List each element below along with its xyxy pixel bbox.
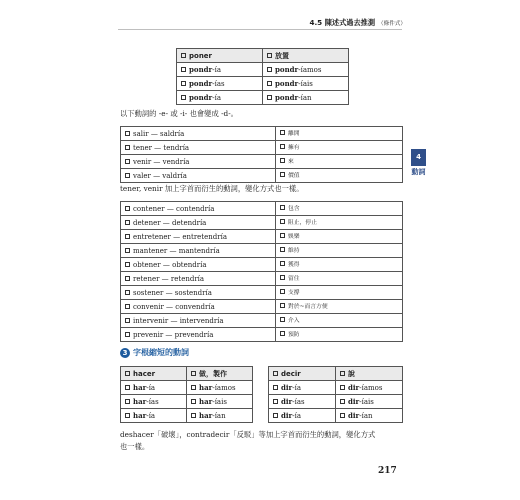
checkbox-icon [191, 399, 196, 404]
header-subtitle: （條件式） [378, 21, 406, 27]
verb-cell: mantener — mantendría [121, 244, 276, 258]
checkbox-icon [280, 158, 285, 163]
checkbox-icon [125, 234, 130, 239]
table-row [121, 202, 403, 216]
table-row [177, 63, 349, 77]
table-cell: har-ías [121, 395, 187, 409]
checkbox-icon [280, 261, 285, 266]
checkbox-icon [267, 67, 272, 72]
checkbox-icon [340, 371, 345, 376]
meaning-cell: 預防 [276, 328, 403, 342]
verb-cell: detener — detendría [121, 216, 276, 230]
checkbox-icon [125, 262, 130, 267]
table-row [121, 155, 403, 169]
checkbox-icon [280, 172, 285, 177]
table-row [121, 409, 253, 423]
table-row [121, 169, 403, 183]
paragraph-d-change: 以下動詞的 -e- 或 -i- 也會變成 -d-。 [120, 109, 238, 118]
table-cell: dir-ía [269, 409, 336, 423]
table-head-cell: poner [177, 49, 263, 63]
table-row [121, 258, 403, 272]
table-cell: pondr-ía [177, 91, 263, 105]
checkbox-icon [181, 53, 186, 58]
header-title: 4.5 陳述式過去推測 [309, 18, 376, 27]
table-cell: pondr-íais [263, 77, 349, 91]
checkbox-icon [280, 130, 285, 135]
table-row [121, 300, 403, 314]
verb-cell: valer — valdría [121, 169, 276, 183]
meaning-cell: 來 [276, 155, 403, 169]
meaning-cell: 介入 [276, 314, 403, 328]
table-cell: har-ían [187, 409, 253, 423]
verb-cell: obtener — obtendría [121, 258, 276, 272]
checkbox-icon [191, 385, 196, 390]
meaning-cell: 價值 [276, 169, 403, 183]
table-cell: har-ía [121, 409, 187, 423]
chapter-tab-label: 動詞 [411, 168, 426, 176]
table-row [121, 286, 403, 300]
verb-cell: intervenir — intervendría [121, 314, 276, 328]
table-cell: dir-íais [336, 395, 403, 409]
table-cell: pondr-íamos [263, 63, 349, 77]
checkbox-icon [340, 413, 345, 418]
table-head-row [269, 367, 403, 381]
decir-conjugation-table [268, 366, 403, 423]
checkbox-icon [125, 131, 130, 136]
meaning-cell: 離開 [276, 127, 403, 141]
checkbox-icon [181, 67, 186, 72]
checkbox-icon [181, 95, 186, 100]
paragraph-derived-verbs: tener, venir 加上字首而衍生的動詞，變化方式也一樣。 [120, 184, 304, 193]
table-head-row [121, 367, 253, 381]
verb-cell: tener — tendría [121, 141, 276, 155]
checkbox-icon [340, 385, 345, 390]
checkbox-icon [125, 248, 130, 253]
meaning-cell: 包含 [276, 202, 403, 216]
checkbox-icon [273, 385, 278, 390]
table-row [177, 91, 349, 105]
checkbox-icon [125, 371, 130, 376]
page-header [309, 18, 406, 28]
verb-cell: entretener — entretendría [121, 230, 276, 244]
table-row [269, 381, 403, 395]
table-row [121, 244, 403, 258]
checkbox-icon [280, 317, 285, 322]
verb-cell: salir — saldría [121, 127, 276, 141]
hacer-conjugation-table [120, 366, 253, 423]
table-head-cell: 說 [336, 367, 403, 381]
d-verbs-table [120, 126, 403, 183]
checkbox-icon [125, 318, 130, 323]
verb-cell: sostener — sostendría [121, 286, 276, 300]
meaning-cell: 對於~而言方便 [276, 300, 403, 314]
table-row [121, 127, 403, 141]
checkbox-icon [280, 205, 285, 210]
table-row [177, 77, 349, 91]
checkbox-icon [125, 206, 130, 211]
checkbox-icon [280, 144, 285, 149]
verb-cell: retener — retendría [121, 272, 276, 286]
section-number-icon: 3 [120, 348, 130, 358]
table-cell: har-íamos [187, 381, 253, 395]
table-cell: dir-ía [269, 381, 336, 395]
table-head-row [177, 49, 349, 63]
table-cell: pondr-ías [177, 77, 263, 91]
checkbox-icon [273, 413, 278, 418]
table-cell: har-íais [187, 395, 253, 409]
checkbox-icon [280, 289, 285, 294]
verb-cell: contener — contendría [121, 202, 276, 216]
table-row [121, 314, 403, 328]
checkbox-icon [191, 413, 196, 418]
checkbox-icon [125, 304, 130, 309]
section-title [120, 348, 189, 358]
checkbox-icon [125, 290, 130, 295]
table-cell: dir-íamos [336, 381, 403, 395]
table-cell: dir-ías [269, 395, 336, 409]
checkbox-icon [125, 332, 130, 337]
checkbox-icon [280, 233, 285, 238]
checkbox-icon [125, 399, 130, 404]
meaning-cell: 娛樂 [276, 230, 403, 244]
table-head-cell: 做，製作 [187, 367, 253, 381]
checkbox-icon [340, 399, 345, 404]
poner-conjugation-table [176, 48, 349, 105]
checkbox-icon [280, 303, 285, 308]
table-row [121, 230, 403, 244]
checkbox-icon [125, 385, 130, 390]
verb-cell: prevenir — prevendría [121, 328, 276, 342]
verb-cell: venir — vendría [121, 155, 276, 169]
table-cell: pondr-ía [177, 63, 263, 77]
checkbox-icon [273, 399, 278, 404]
meaning-cell: 獲得 [276, 258, 403, 272]
checkbox-icon [125, 220, 130, 225]
checkbox-icon [273, 371, 278, 376]
checkbox-icon [125, 276, 130, 281]
checkbox-icon [280, 331, 285, 336]
table-row [269, 395, 403, 409]
paragraph-deshacer-line1: deshacer「破壞」，contradecir「反駁」等加上字首而衍生的動詞，變化方式 [120, 430, 376, 439]
table-cell: dir-ían [336, 409, 403, 423]
table-row [121, 381, 253, 395]
checkbox-icon [280, 247, 285, 252]
table-cell: har-ía [121, 381, 187, 395]
table-cell: pondr-ían [263, 91, 349, 105]
checkbox-icon [267, 95, 272, 100]
table-head-cell: hacer [121, 367, 187, 381]
meaning-cell: 留住 [276, 272, 403, 286]
table-row [121, 141, 403, 155]
meaning-cell: 擁有 [276, 141, 403, 155]
checkbox-icon [125, 413, 130, 418]
checkbox-icon [181, 81, 186, 86]
checkbox-icon [125, 145, 130, 150]
meaning-cell: 阻止，停止 [276, 216, 403, 230]
checkbox-icon [125, 173, 130, 178]
checkbox-icon [125, 159, 130, 164]
meaning-cell: 支撐 [276, 286, 403, 300]
checkbox-icon [191, 371, 196, 376]
verb-cell: convenir — convendría [121, 300, 276, 314]
section-title-text: 字根縮短的動詞 [133, 348, 189, 357]
checkbox-icon [267, 53, 272, 58]
table-head-cell: decir [269, 367, 336, 381]
checkbox-icon [267, 81, 272, 86]
checkbox-icon [280, 275, 285, 280]
page-number: 217 [378, 466, 397, 476]
chapter-tab: 4 [411, 149, 426, 166]
table-row [121, 395, 253, 409]
checkbox-icon [280, 219, 285, 224]
derived-verbs-table [120, 201, 403, 342]
table-row [121, 216, 403, 230]
meaning-cell: 維持 [276, 244, 403, 258]
table-row [121, 272, 403, 286]
table-row [121, 328, 403, 342]
header-rule [118, 29, 402, 30]
paragraph-deshacer-line2: 也一樣。 [120, 442, 150, 451]
table-row [269, 409, 403, 423]
table-head-cell: 放置 [263, 49, 349, 63]
